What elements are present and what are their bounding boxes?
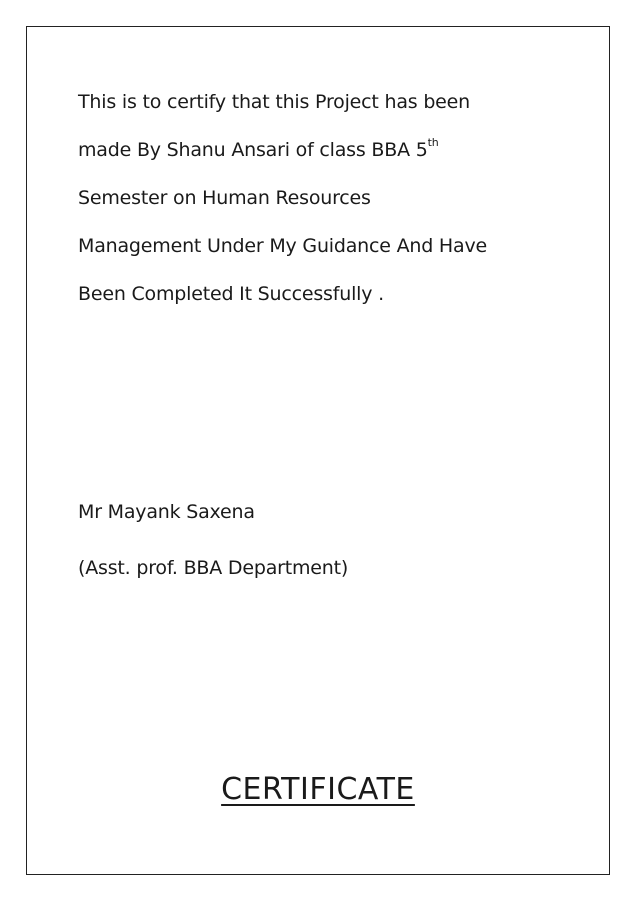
statement-line-2-text: made By Shanu Ansari of class BBA 5 — [78, 139, 428, 161]
statement-line-4: Management Under My Guidance And Have — [78, 235, 487, 257]
statement-line-3: Semester on Human Resources — [78, 187, 371, 209]
statement-line-5: Been Completed It Successfully . — [78, 283, 384, 305]
document-title-text: CERTIFICATE — [221, 772, 415, 807]
signatory-block — [78, 484, 348, 596]
signatory-designation: (Asst. prof. BBA Department) — [78, 557, 349, 579]
signatory-name: Mr Mayank Saxena — [78, 501, 255, 523]
certification-statement — [78, 78, 578, 318]
statement-line-1: This is to certify that this Project has been — [78, 91, 470, 113]
document-title — [0, 772, 638, 807]
ordinal-suffix: th — [427, 135, 439, 149]
statement-line-2 — [78, 126, 578, 174]
